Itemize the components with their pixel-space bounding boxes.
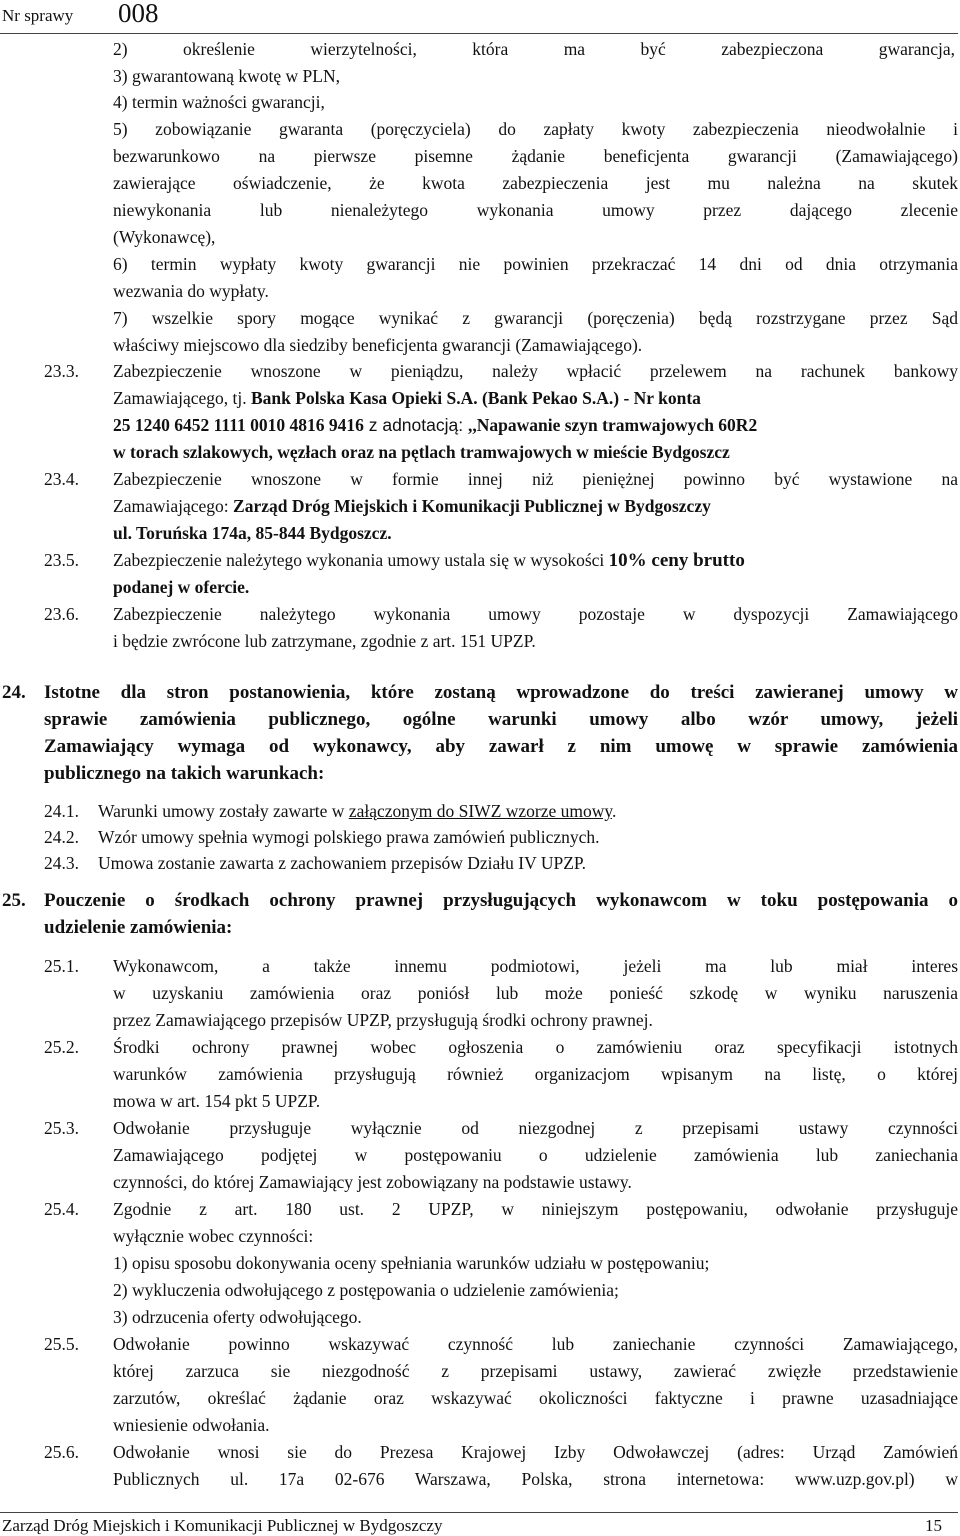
line: 5) zobowiązanie gwaranta (poręczyciela) do zapłaty kwoty zabezpieczenia nieodwołalnie i <box>113 119 958 139</box>
line: Wykonawcom, a także innemu podmiotowi, jeżeli ma lub miał interes <box>113 956 958 976</box>
section-heading-line: Pouczenie o środkach ochrony prawnej przysługujących wykonawcom w toku postępowania o <box>44 890 958 911</box>
page-number: 15 <box>925 1516 942 1535</box>
line: podanej w ofercie. <box>113 577 250 597</box>
line: i będzie zwrócone lub zatrzymane, zgodnie z art. 151 UPZP. <box>113 631 536 651</box>
clause-number: 25.6. <box>44 1442 79 1462</box>
section-heading-line: udzielenie zamówienia: <box>44 917 233 938</box>
page-footer <box>0 1506 960 1536</box>
clause-number: 24.1. <box>44 801 79 821</box>
line: Odwołanie powinno wskazywać czynność lub zaniechanie czynności Zamawiającego, <box>113 1334 958 1354</box>
clause-number: 23.4. <box>44 469 79 489</box>
line: Zamawiającego: Zarząd Dróg Miejskich i Komunikacji Publicznej w Bydgoszczy <box>113 496 711 516</box>
line: (Wykonawcę), <box>113 227 216 247</box>
line: 7) wszelkie spory mogące wynikać z gwarancji (poręczenia) będą rozstrzygane przez Sąd <box>113 308 958 328</box>
line: Wzór umowy spełnia wymogi polskiego prawa zamówień publicznych. <box>98 827 600 847</box>
clause-number: 25.4. <box>44 1199 79 1219</box>
clause-number: 24.3. <box>44 853 79 873</box>
line: Odwołanie przysługuje wyłącznie od niezgodnej z przepisami ustawy czynności <box>113 1118 958 1138</box>
line: w uzyskaniu zamówienia oraz poniósł lub może ponieść szkodę w wyniku naruszenia <box>113 983 958 1003</box>
line: niewykonania lub nienależytego wykonania umowy przez dającego zlecenie <box>113 200 958 220</box>
line: przez Zamawiającego przepisów UPZP, przysługują środki ochrony prawnej. <box>113 1010 653 1030</box>
clause-number: 25.5. <box>44 1334 79 1354</box>
line: Zabezpieczenie wnoszone w pieniądzu, należy wpłacić przelewem na rachunek bankowy <box>113 361 958 381</box>
clause-number: 25.2. <box>44 1037 79 1057</box>
line: w torach szlakowych, węzłach oraz na pętlach tramwajowych w mieście Bydgoszcz <box>113 442 730 462</box>
section-heading-line: sprawie zamówienia publicznego, ogólne warunki umowy albo wzór umowy, jeżeli <box>44 709 958 730</box>
line: 3) gwarantowaną kwotę w PLN, <box>113 66 340 86</box>
clause-number: 23.6. <box>44 604 79 624</box>
line: warunków zamówienia przysługują również organizacjom wpisanym na listę, o której <box>113 1064 958 1084</box>
line: Środki ochrony prawnej wobec ogłoszenia o zamówieniu oraz specyfikacji istotnych <box>113 1037 958 1057</box>
line: właściwy miejscowo dla siedziby beneficjenta gwarancji (Zamawiającego). <box>113 335 643 355</box>
line: zawierające oświadczenie, że kwota zabezpieczenia jest mu należna na skutek <box>113 173 958 193</box>
line: wniesienie odwołania. <box>113 1415 270 1435</box>
clause-number: 23.5. <box>44 550 79 570</box>
section-heading-line: Zamawiający wymaga od wykonawcy, aby zawarł z nim umowę w sprawie zamówienia <box>44 736 958 757</box>
line: Odwołanie wnosi sie do Prezesa Krajowej Izby Odwoławczej (adres: Urząd Zamówień <box>113 1442 958 1462</box>
line: Zabezpieczenie należytego wykonania umowy ustala się w wysokości 10% ceny brutto <box>113 550 745 571</box>
line: Zabezpieczenie należytego wykonania umowy pozostaje w dyspozycji Zamawiającego <box>113 604 958 624</box>
line: Zamawiającego, tj. Bank Polska Kasa Opieki S.A. (Bank Pekao S.A.) - Nr konta <box>113 388 701 408</box>
line: Zamawiającego podjętej w postępowaniu o udzielenie zamówienia lub zaniechania <box>113 1145 958 1165</box>
line: 2) wykluczenia odwołującego z postępowania o udzielenie zamówienia; <box>113 1280 619 1300</box>
line: 6) termin wypłaty kwoty gwarancji nie powinien przekraczać 14 dni od dnia otrzymania <box>113 254 958 274</box>
footer-organization: Zarząd Dróg Miejskich i Komunikacji Publicznej w Bydgoszczy <box>2 1516 443 1535</box>
line: Zabezpieczenie wnoszone w formie innej niż pieniężnej powinno być wystawione na <box>113 469 958 489</box>
page-header <box>0 0 960 34</box>
line: mowa w art. 154 pkt 5 UPZP. <box>113 1091 321 1111</box>
line: 3) odrzucenia oferty odwołującego. <box>113 1307 362 1327</box>
line: 25 1240 6452 1111 0010 4816 9416 z adnotacją: ,,Napawanie szyn tramwajowych 60R2 <box>113 415 758 435</box>
line: Zgodnie z art. 180 ust. 2 UPZP, w niniejszym postępowaniu, odwołanie przysługuje <box>113 1199 958 1219</box>
clause-number: 25.1. <box>44 956 79 976</box>
footer-rule <box>0 1512 958 1513</box>
section-number: 24. <box>2 682 26 703</box>
section-heading-line: Istotne dla stron postanowienia, które zostaną wprowadzone do treści zawieranej umowy w <box>44 682 958 703</box>
line: wyłącznie wobec czynności: <box>113 1226 314 1246</box>
line: ul. Toruńska 174a, 85-844 Bydgoszcz. <box>113 523 392 543</box>
line: czynności, do której Zamawiający jest zobowiązany na podstawie ustawy. <box>113 1172 632 1192</box>
line: Umowa zostanie zawarta z zachowaniem przepisów Działu IV UPZP. <box>98 853 587 873</box>
section-heading-line: publicznego na takich warunkach: <box>44 763 325 784</box>
line: wezwania do wypłaty. <box>113 281 269 301</box>
line: 2) określenie wierzytelności, która ma być zabezpieczona gwarancja, <box>113 39 955 59</box>
clause-number: 25.3. <box>44 1118 79 1138</box>
siwz-link[interactable]: załączonym do SIWZ wzorze umowy <box>348 801 613 821</box>
line: Publicznych ul. 17a 02-676 Warszawa, Polska, strona internetowa: www.uzp.gov.pl) w <box>113 1469 958 1489</box>
line: bezwarunkowo na pierwsze pisemne żądanie beneficjenta gwarancji (Zamawiającego) <box>113 146 958 166</box>
line: której zarzuca sie niezgodność z przepisami ustawy, zawierać zwięzłe przedstawienie <box>113 1361 958 1381</box>
case-number-label: Nr sprawy <box>2 6 74 25</box>
section-number: 25. <box>2 890 26 911</box>
clause-number: 23.3. <box>44 361 79 381</box>
line: 1) opisu sposobu dokonywania oceny spełniania warunków udziału w postępowaniu; <box>113 1253 710 1273</box>
line: 4) termin ważności gwarancji, <box>113 92 325 112</box>
clause-number: 24.2. <box>44 827 79 847</box>
case-number: 008 <box>118 0 159 28</box>
header-rule <box>0 33 958 34</box>
line: Warunki umowy zostały zawarte w załączonym do SIWZ wzorze umowy. <box>98 801 617 821</box>
line: zarzutów, określać żądanie oraz wskazywać okoliczności faktyczne i prawne uzasadniające <box>113 1388 958 1408</box>
